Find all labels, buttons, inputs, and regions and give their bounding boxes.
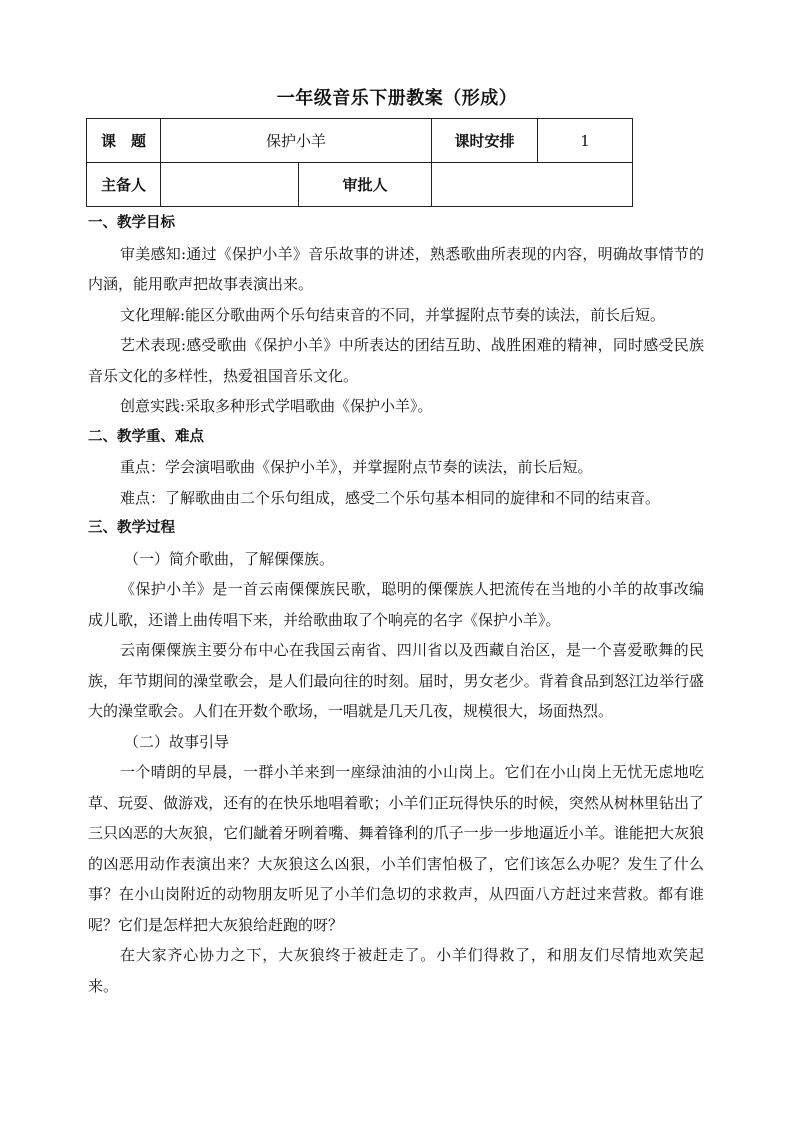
preparer-value	[161, 163, 299, 207]
step1-paragraph-2: 云南傈僳族主要分布中心在我国云南省、四川省以及西藏自治区，是一个喜爱歌舞的民族，年节期间的澡堂歌会，是人们最向往的时刻。届时，男女老少。背着食品到怒江边举行盛大的澡堂歌会。人们在开数个歌场，一唱就是几天几夜，规模很大，场面热烈。	[88, 641, 704, 720]
difficulty-text: 难点：了解歌曲由二个乐句组成，感受二个乐句基本相同的旋律和不同的结束音。	[120, 488, 661, 507]
step1-paragraph-1: 《保护小羊》是一首云南傈僳族民歌，聪明的傈僳族人把流传在当地的小羊的故事改编成儿歌，还谱上曲传唱下来，并给歌曲取了个响亮的名字《保护小羊》。	[88, 580, 704, 629]
schedule-value: 1	[538, 119, 633, 163]
keypoint-text: 重点：学会演唱歌曲《保护小羊》，并掌握附点节奏的读法，前长后短。	[120, 458, 593, 476]
goal-culture: 文化理解:能区分歌曲两个乐句结束音的不同，并掌握附点节奏的读法，前长后短。	[120, 305, 666, 324]
keypoints-heading: 二、教学重、难点	[88, 428, 204, 445]
lesson-content	[88, 208, 704, 1001]
preparer-label: 主备人	[87, 163, 161, 207]
step2-heading: （二）故事引导	[124, 732, 230, 751]
step1-heading: （一）简介歌曲，了解傈僳族。	[124, 549, 335, 568]
goal-creative: 创意实践:采取多种形式学唱歌曲《保护小羊》。	[120, 397, 433, 415]
goals-heading: 一、教学目标	[88, 215, 175, 231]
approver-label: 审批人	[299, 163, 432, 207]
step2-paragraph-1: 一个晴朗的早晨，一群小羊来到一座绿油油的小山岗上。它们在小山岗上无忧无虑地吃草、玩耍、做游戏，还有的在快乐地唱着歌；小羊们正玩得快乐的时候，突然从树林里钻出了三只凶恶的大灰狼，它们龇着牙咧着嘴、舞着锋利的爪子一步一步地逼近小羊。谁能把大灰狼的凶恶用动作表演出来？大灰狼这么凶狠，小羊们害怕极了，它们该怎么办呢？发生了什么事？在小山岗附近的动物朋友听见了小羊们急切的求救声，从四面八方赶过来营救。都有谁呢？它们是怎样把大灰狼给赶跑的呀？	[88, 763, 704, 934]
lesson-info-table	[86, 118, 633, 207]
schedule-label: 课时安排	[432, 119, 538, 163]
page-title: 一年级音乐下册教案（形成）	[276, 88, 518, 109]
step2-paragraph-2: 在大家齐心协力之下，大灰狼终于被赶走了。小羊们得救了，和朋友们尽情地欢笑起来。	[88, 946, 704, 995]
approver-value	[432, 163, 633, 207]
goal-art: 艺术表现:感受歌曲《保护小羊》中所表达的团结互助、战胜困难的精神，同时感受民族音乐文化的多样性，热爱祖国音乐文化。	[88, 336, 704, 385]
process-heading: 三、教学过程	[88, 520, 175, 536]
course-label: 课 题	[87, 119, 161, 163]
course-value: 保护小羊	[161, 119, 432, 163]
goal-aesthetic: 审美感知:通过《保护小羊》音乐故事的讲述，熟悉歌曲所表现的内容，明确故事情节的内涵，能用歌声把故事表演出来。	[88, 244, 704, 293]
